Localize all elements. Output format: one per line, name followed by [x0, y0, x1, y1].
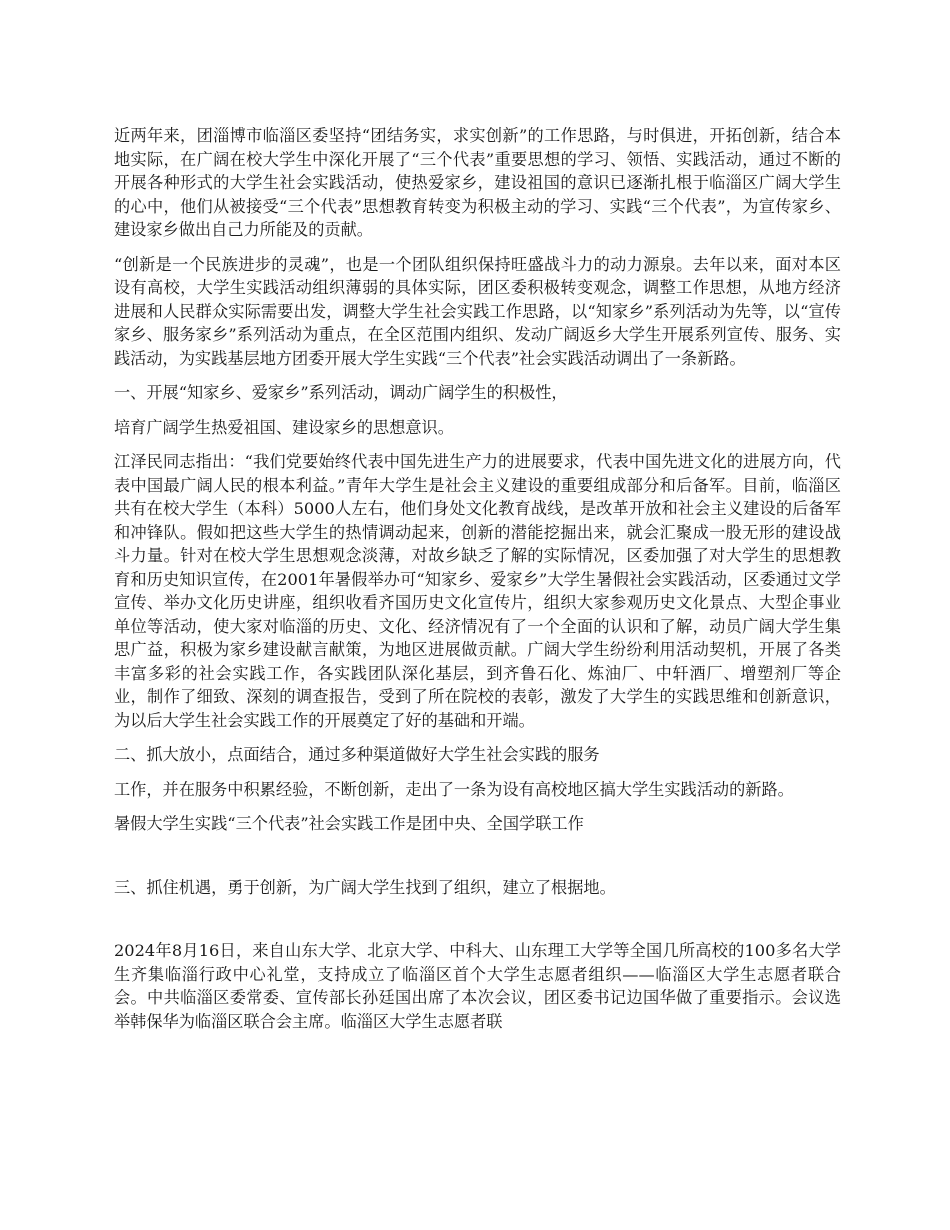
paragraph-innovation: “创新是一个民族进步的灵魂”，也是一个团队组织保持旺盛战斗力的动力源泉。去年以来，面对本区设有高校，大学生实践活动组织薄弱的具体实际，团区委积极转变观念，调整工作思想，从地方经济进展和人民群众实际需要出发，调整大学生社会实践工作思路，以“知家乡”系列活动为先等，以“宣传家乡、服务家乡”系列活动为重点，在全区范围内组织、发动广阔返乡大学生开展系列宣传、服务、实践活动，为实践基层地方团委开展大学生实践“三个代表”社会实践活动调出了一条新路。 [114, 254, 841, 368]
heading-section-2: 二、抓大放小，点面结合，通过多种渠道做好大学生社会实践的服务 [114, 745, 600, 764]
paragraph-intro: 近两年来，团淄博市临淄区委坚持“团结务实，求实创新”的工作思路，与时俱进，开拓创新，结合本地实际，在广阔在校大学生中深化开展了“三个代表”重要思想的学习、领悟、实践活动，通过不断的开展各种形式的大学生社会实践活动，使热爱家乡，建设祖国的意识已逐渐扎根于临淄区广阔大学生的心中，他们从被接受“三个代表”思想教育转变为积极主动的学习、实践“三个代表”，为宣传家乡、建设家乡做出自己力所能及的贡献。 [114, 126, 841, 239]
paragraph-section-2-continued: 工作，并在服务中积累经验，不断创新，走出了一条为设有高校地区搞大学生实践活动的新路。 [114, 779, 794, 799]
paragraph-section-2-body: 暑假大学生实践“三个代表”社会实践工作是团中央、全国学联工作 [114, 814, 584, 833]
heading-section-1-continued: 培育广阔学生热爱祖国、建设家乡的思想意识。 [114, 417, 454, 437]
heading-section-3: 三、抓住机遇，勇于创新，为广阔大学生找到了组织，建立了根据地。 [114, 877, 616, 897]
paragraph-section-1-body: 江泽民同志指出：“我们党要始终代表中国先进生产力的进展要求，代表中国先进文化的进展方向，代表中国最广阔人民的根本利益。”青年大学生是社会主义建设的重要组成部分和后备军。目前，临淄区共有在校大学生（本科）5000人左右，他们身处文化教育战线，是改革开放和社会主义建设的后备军和冲锋队。假如把这些大学生的热情调动起来，创新的潜能挖掘出来，就会汇聚成一股无形的建设战斗力量。针对在校大学生思想观念淡薄，对故乡缺乏了解的实际情况，区委加强了对大学生的思想教育和历史知识宣传，在2001年暑假举办可“知家乡、爱家乡”大学生暑假社会实践活动，区委通过文学宣传、举办文化历史讲座，组织收看齐国历史文化宣传片，组织大家参观历史文化景点、大型企事业单位等活动，使大家对临淄的历史、文化、经济情况有了一个全面的认识和了解，动员广阔大学生集思广益，积极为家乡建设献言献策，为地区进展做贡献。广阔大学生纷纷利用活动契机，开展了各类丰富多彩的社会实践工作，各实践团队深化基层，到齐鲁石化、炼油厂、中轩酒厂、增塑剂厂等企业，制作了细致、深刻的调查报告，受到了所在院校的表彰，激发了大学生的实践思维和创新意识，为以后大学生社会实践工作的开展奠定了好的基础和开端。 [114, 452, 841, 730]
document-body [114, 124, 841, 1044]
heading-section-1: 一、开展“知家乡、爱家乡”系列活动，调动广阔学生的积极性， [114, 383, 568, 402]
paragraph-section-3-body: 2024年8月16日，来自山东大学、北京大学、中科大、山东理工大学等全国几所高校的100多名大学生齐集临淄行政中心礼堂，支持成立了临淄区首个大学生志愿者组织——临淄区大学生志愿者联合会。中共临淄区委常委、宣传部长孙廷国出席了本次会议，团区委书记边国华做了重要指示。会议选举韩保华为临淄区联合会主席。临淄区大学生志愿者联 [114, 941, 841, 1031]
